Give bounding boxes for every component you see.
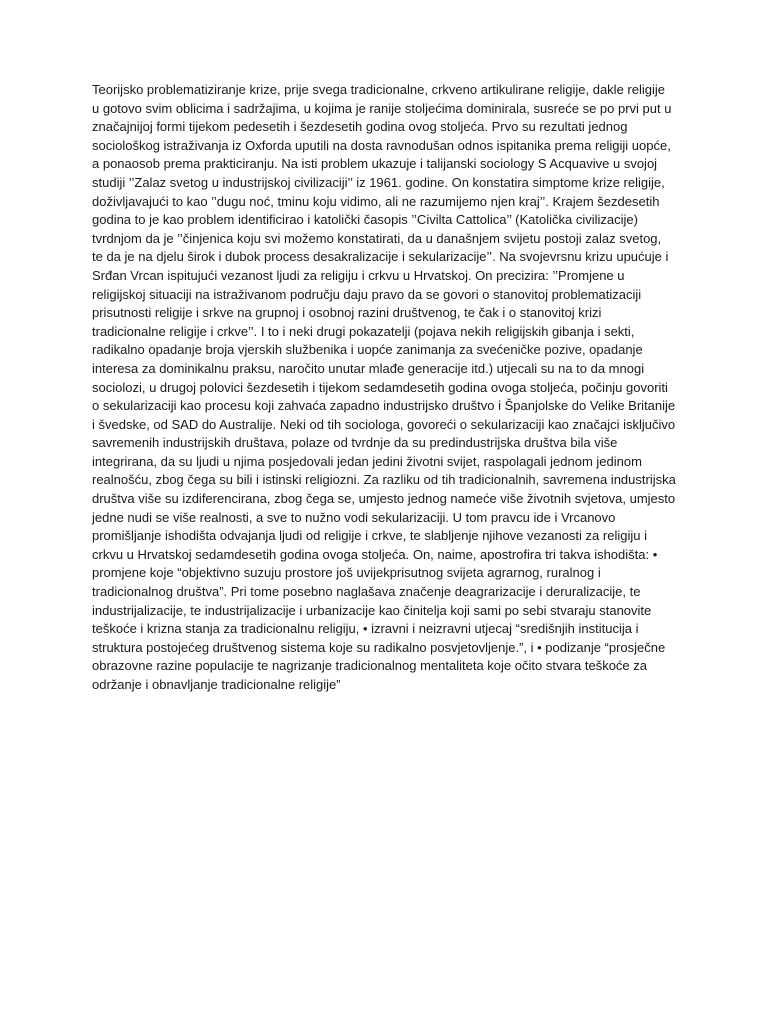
- text-line: tradicionalnog društva”. Pri tome posebno naglašava značenje deagrarizacije i deruralizacije, te: [92, 584, 641, 600]
- text-line: struktura postojećeg društvenog sistema koje su radikalno posvjetovljenje.”, i • podizanje “prosječne: [92, 639, 666, 655]
- text-line: te da je na djelu širok i dubok process desakralizacije i sekularizacije’’. Na svojevrsnu krizu upućuje i: [92, 249, 669, 265]
- text-line: crkvu u Hrvatskoj sedamdesetih godina ovoga stoljeća. On, naime, apostrofira tri takva ishodišta: •: [92, 546, 658, 562]
- body-paragraph: [92, 81, 692, 695]
- text-line: Srđan Vrcan ispitujući vezanost ljudi za religiju i crkvu u Hrvatskoj. On precizira: ’’Promjene u: [92, 267, 625, 283]
- text-line: u gotovo svim oblicima i sadržajima, u kojima je ranije stoljećima dominirala, susreće se po prvi put u: [92, 100, 672, 116]
- text-line: sociološkog istraživanja iz Oxforda uputili na dosta ravnodušan odnos ispitanika prema religiji uopće,: [92, 137, 671, 153]
- text-line: tvrdnjom da je ’’činjenica koju svi možemo konstatirati, da u današnjem svijetu postoji zalaz svetog,: [92, 230, 662, 246]
- text-line: godina to je kao problem identificirao i katolički časopis ’’Civilta Cattolica’’ (Katolička civilizacije): [92, 212, 638, 228]
- text-line: savremenih industrijskih društava, polaze od tvrdnje da su predindustrijska društva bila više: [92, 435, 618, 451]
- text-line: i švedske, od SAD do Australije. Neki od tih sociologa, govoreći o sekularizaciji kao značajci isključivo: [92, 416, 676, 432]
- text-line: Teorijsko problematiziranje krize, prije svega tradicionalne, crkveno artikulirane religije, dakle religije: [92, 82, 665, 97]
- text-line: značajnijoj formi tijekom pedesetih i šezdesetih godina ovog stoljeća. Prvo su rezultati jednog: [92, 119, 628, 135]
- text-line: o sekularizaciji kao procesu koji zahvaća zapadno industrijsko društvo i Španjolske do Velike Britanije: [92, 398, 676, 414]
- text-line: tradicionalne religije i crkve’’. I to i neki drugi pokazatelji (pojava nekih religijskih gibanja i sekti,: [92, 323, 635, 339]
- text-line: doživljavajući to kao ’’dugu noć, tminu koju vidimo, ali ne razumijemo njen kraj’’. Krajem šezdesetih: [92, 193, 660, 209]
- text-line: integrirana, da su ljudi u njima posjedovali jedan jedini životni svijet, raspolagali jednom jedinom: [92, 453, 642, 469]
- text-line: religijskoj situaciji na istraživanom području daju pravo da se govori o stanovitoj problematizaciji: [92, 286, 642, 302]
- text-line: realnošću, zbog čega su bili i istinski religiozni. Za razliku od tih tradicionalnih, savremena industrijska: [92, 472, 676, 488]
- text-line: a ponaosob prema prakticiranju. Na isti problem ukazuje i talijanski sociology S Acquavive u svojoj: [92, 156, 658, 172]
- text-line: održanje i obnavljanje tradicionalne religije”: [92, 677, 341, 692]
- text-line: industrijalizacije, te industrijalizacije i urbanizacije kao činitelja koji sami po sebi stvaraju stanovite: [92, 602, 652, 618]
- text-line: prisutnosti religije i srkve na grupnoj i osobnoj razini društvenog, te čak i o stanovitoj krizi: [92, 305, 602, 321]
- text-line: obrazovne razine populacije te nagrizanje tradicionalnog mentaliteta koje očito stvara teškoće za: [92, 658, 647, 674]
- text-line: sociolozi, u drugoj polovici šezdesetih i tijekom sedamdesetih godina ovoga stoljeća, počinju govoriti: [92, 379, 668, 395]
- text-line: radikalno opadanje broja vjerskih službenika i uopće zanimanja za svećeničke pozive, opadanje: [92, 342, 643, 358]
- text-line: interesa za dominikalnu praksu, naročito unutar mlađe generacije itd.) utjecali su na to da mnogi: [92, 360, 645, 376]
- text-line: promišljanje ishodišta odvajanja ljudi od religije i crkve, te slabljenje njihove vezanosti za religiju i: [92, 528, 647, 544]
- text-line: društva više su izdiferencirana, zbog čega se, umjesto jednog nameće više životnih svjetova, umjesto: [92, 491, 676, 507]
- text-line: studiji ’’Zalaz svetog u industrijskoj civilizaciji’’ iz 1961. godine. On konstatira simptome krize religije,: [92, 174, 665, 190]
- text-line: jedne nudi se više realnosti, a sve to nužno vodi sekularizaciji. U tom pravcu ide i Vrcanovo: [92, 509, 616, 525]
- text-line: teškoće i krizna stanja za tradicionalnu religiju, • izravni i neizravni utjecaj “središnjih institucija i: [92, 621, 639, 637]
- text-line: promjene koje “objektivno suzuju prostore još uvijekprisutnog svijeta agrarnog, ruralnog i: [92, 565, 601, 581]
